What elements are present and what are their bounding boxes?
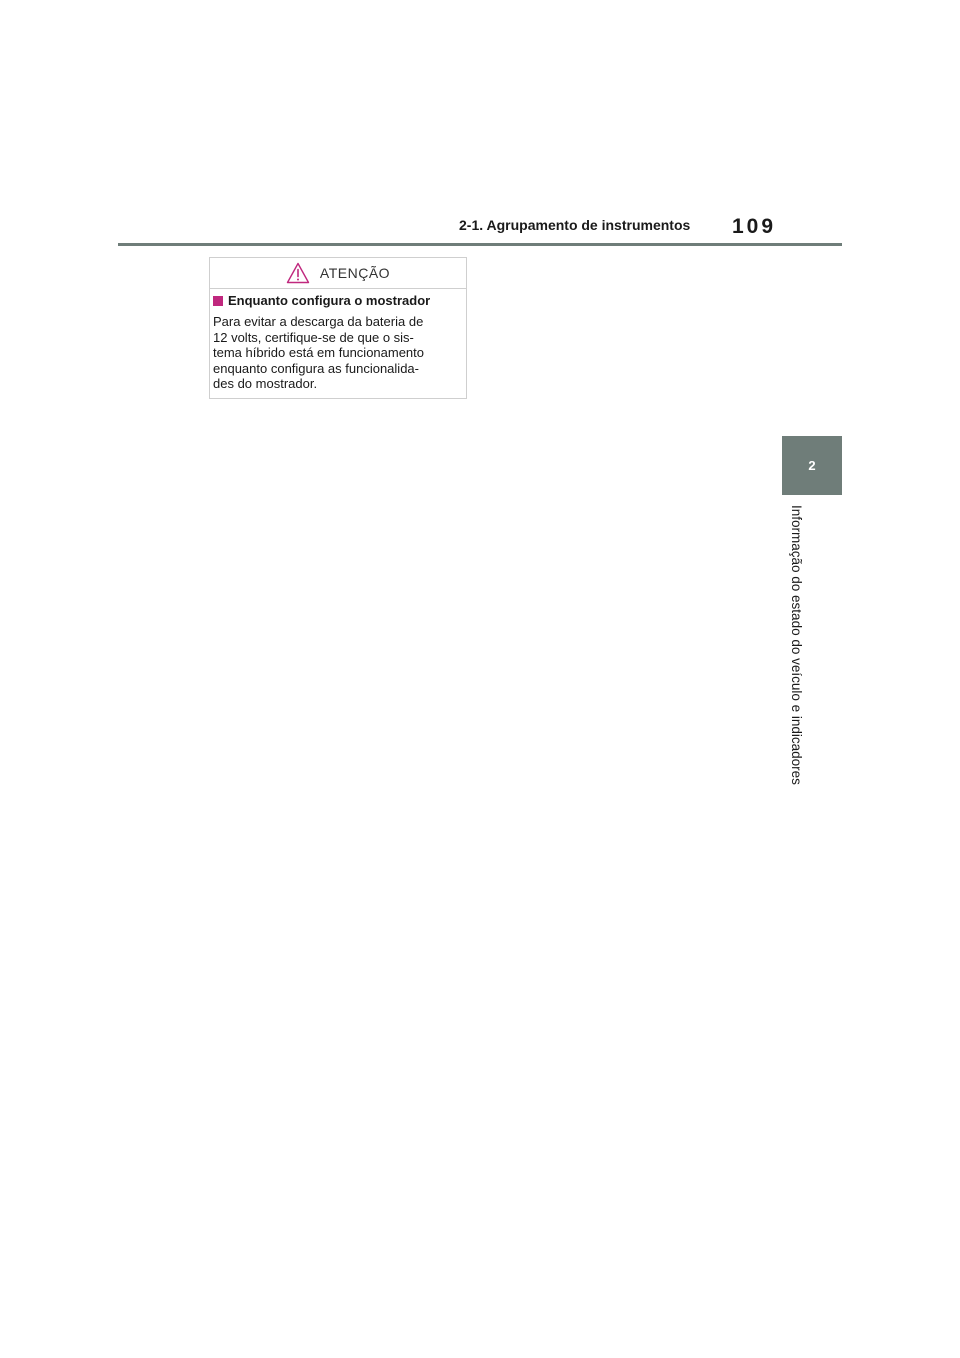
warning-body-line: tema híbrido está em funcionamento — [213, 345, 425, 360]
warning-body-line: des do mostrador. — [213, 376, 318, 391]
warning-body-line: Para evitar a descarga da bateria de — [213, 314, 424, 329]
bullet-square-icon — [213, 296, 223, 306]
header-divider — [118, 243, 842, 246]
page-number: 109 — [732, 215, 777, 238]
warning-title: ATENÇÃO — [319, 265, 391, 281]
warning-header — [210, 258, 466, 289]
warning-box — [209, 257, 467, 399]
warning-triangle-icon — [286, 262, 310, 284]
warning-body — [213, 314, 463, 392]
warning-subheading — [213, 293, 466, 308]
warning-body-line: enquanto configura as funcionalida- — [213, 360, 419, 376]
warning-body-line: 12 volts, certifique-se de que o sis- — [213, 329, 414, 345]
chapter-tab — [782, 436, 842, 495]
chapter-side-title: Informação do estado do veículo e indicadores — [789, 505, 804, 785]
warning-subheading-text: Enquanto configura o mostrador — [228, 293, 431, 308]
section-title: 2-1. Agrupamento de instrumentos — [459, 217, 691, 233]
chapter-number: 2 — [808, 458, 816, 473]
